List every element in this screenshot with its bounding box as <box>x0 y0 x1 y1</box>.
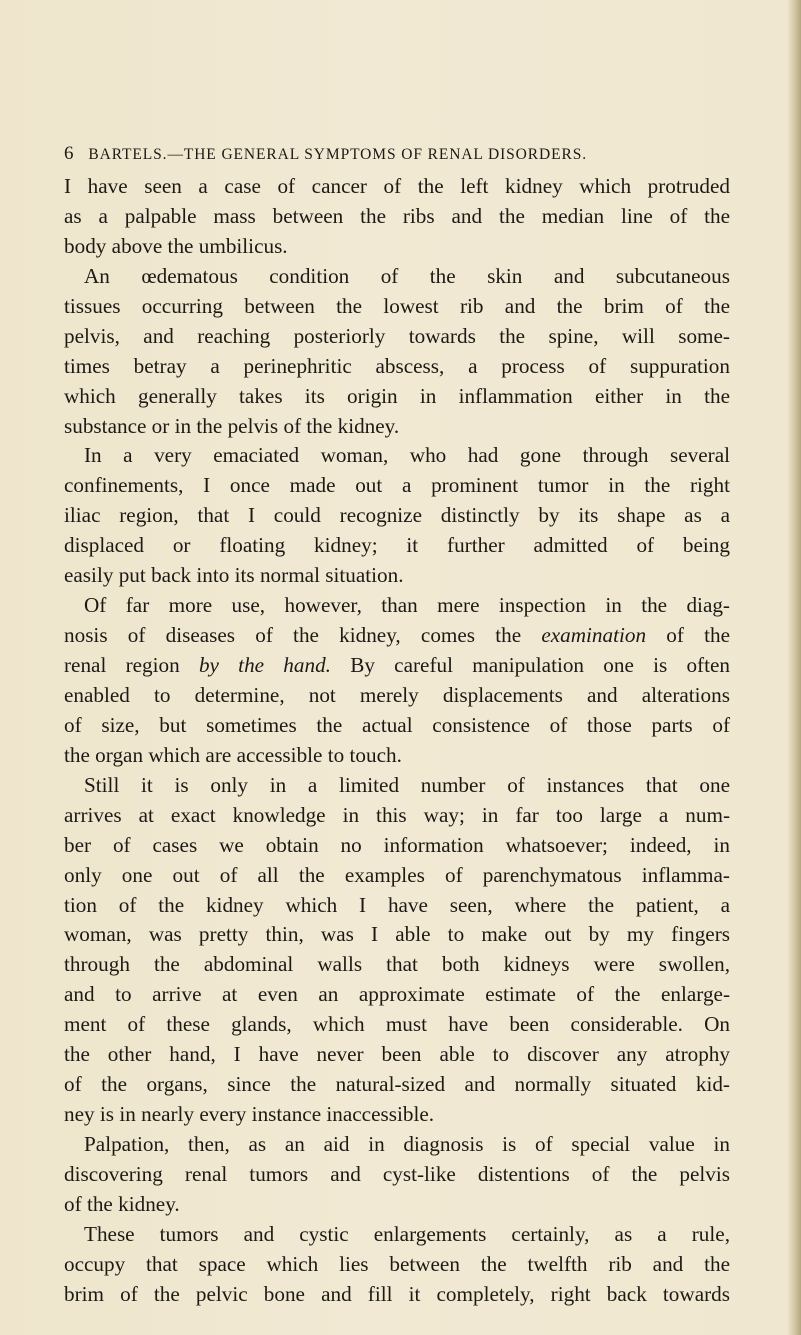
text-segment: iliac region, that I could recognize distinctly by its shape as a <box>64 503 730 528</box>
text-line <box>64 1070 730 1100</box>
text-segment: body above the umbilicus. <box>64 233 288 258</box>
text-line <box>64 1130 730 1160</box>
text-segment: In a very emaciated woman, who had gone through several <box>84 443 730 468</box>
text-line <box>64 1010 730 1040</box>
text-segment: of the <box>646 623 730 648</box>
text-segment: I have seen a case of cancer of the left kidney which protruded <box>64 174 730 198</box>
text-line <box>64 651 730 681</box>
text-segment: woman, was pretty thin, was I able to make out by my fingers <box>64 922 730 947</box>
text-line <box>64 441 730 471</box>
running-title: BARTELS.—THE GENERAL SYMPTOMS OF RENAL DISORDERS. <box>88 146 588 163</box>
text-segment: of the organs, since the natural-sized and normally situated kid- <box>64 1072 730 1097</box>
text-line <box>64 1190 730 1220</box>
text-line <box>64 382 730 412</box>
text-segment: An œdematous condition of the skin and subcutaneous <box>84 263 730 288</box>
text-line <box>64 1280 730 1310</box>
text-segment: tion of the kidney which I have seen, where the patient, a <box>64 892 730 917</box>
text-line <box>64 202 730 232</box>
text-line <box>64 412 730 442</box>
text-line <box>64 831 730 861</box>
text-segment: renal region <box>64 653 199 677</box>
text-segment: through the abdominal walls that both kidneys were swollen, <box>64 952 730 977</box>
page-number: 6 <box>64 143 75 164</box>
text-line <box>64 771 730 801</box>
text-segment: enabled to determine, not merely displacements and alterations <box>64 682 730 707</box>
text-segment: occupy that space which lies between the twelfth rib and the <box>64 1251 730 1276</box>
text-line <box>64 292 730 322</box>
text-segment: ber of cases we obtain no information whatsoever; indeed, in <box>64 832 730 857</box>
text-segment: pelvis, and reaching posteriorly towards the spine, will some- <box>64 323 730 348</box>
text-line <box>64 591 730 621</box>
text-line <box>64 801 730 831</box>
text-segment: discovering renal tumors and cyst-like distentions of the pelvis <box>64 1161 730 1186</box>
text-line <box>64 681 730 711</box>
text-segment: Still it is only in a limited number of instances that one <box>84 772 730 797</box>
text-segment: Of far more use, however, than mere inspection in the diag- <box>84 593 730 618</box>
text-line <box>64 920 730 950</box>
text-line <box>64 471 730 501</box>
text-segment: times betray a perinephritic abscess, a process of suppuration <box>64 353 730 378</box>
text-line <box>64 172 730 202</box>
text-line <box>64 322 730 352</box>
text-segment: confinements, I once made out a prominent tumor in the right <box>64 473 730 498</box>
text-line <box>64 561 730 591</box>
text-line <box>64 1220 730 1250</box>
text-segment: and to arrive at even an approximate estimate of the enlarge- <box>64 982 730 1007</box>
text-segment: These tumors and cystic enlargements certainly, as a rule, <box>84 1221 730 1246</box>
text-segment: brim of the pelvic bone and fill it completely, right back towards <box>64 1281 730 1306</box>
text-segment: arrives at exact knowledge in this way; in far too large a num- <box>64 802 730 827</box>
text-line <box>64 980 730 1010</box>
text-segment: which generally takes its origin in inflammation either in the <box>64 383 730 408</box>
text-segment: By careful manipulation one is often <box>330 653 730 677</box>
text-line <box>64 1100 730 1130</box>
text-segment: as a palpable mass between the ribs and the median line of the <box>64 203 730 228</box>
text-line <box>64 861 730 891</box>
text-segment: only one out of all the examples of parenchymatous inflamma- <box>64 862 730 887</box>
text-line <box>64 232 730 262</box>
text-line <box>64 891 730 921</box>
text-segment: displaced or floating kidney; it further admitted of being <box>64 533 730 558</box>
text-segment: Palpation, then, as an aid in diagnosis is of special value in <box>84 1132 730 1156</box>
text-line <box>64 711 730 741</box>
text-line <box>64 1160 730 1190</box>
text-line <box>64 741 730 771</box>
text-line <box>64 1040 730 1070</box>
page-edge-shadow <box>787 0 801 1335</box>
text-segment: of the kidney. <box>64 1191 180 1216</box>
italic-text-segment: examination <box>541 623 647 648</box>
text-line <box>64 262 730 292</box>
text-line <box>64 352 730 382</box>
text-segment: ney is in nearly every instance inaccessible. <box>64 1102 435 1127</box>
text-line <box>64 621 730 651</box>
text-line <box>64 950 730 980</box>
text-segment: nosis of diseases of the kidney, comes the <box>64 623 542 648</box>
text-segment: of size, but sometimes the actual consistence of those parts of <box>64 712 730 737</box>
running-header <box>64 143 724 165</box>
text-line <box>64 1250 730 1280</box>
text-segment: the other hand, I have never been able to discover any atrophy <box>64 1042 730 1067</box>
italic-text-segment: by the hand. <box>198 653 331 677</box>
text-segment: substance or in the pelvis of the kidney. <box>64 413 400 438</box>
text-segment: easily put back into its normal situation. <box>64 563 404 588</box>
text-segment: the organ which are accessible to touch. <box>64 742 402 767</box>
text-line <box>64 501 730 531</box>
text-segment: tissues occurring between the lowest rib and the brim of the <box>64 293 730 318</box>
body-text <box>64 172 730 1310</box>
text-segment: ment of these glands, which must have been considerable. On <box>64 1012 730 1037</box>
text-line <box>64 531 730 561</box>
